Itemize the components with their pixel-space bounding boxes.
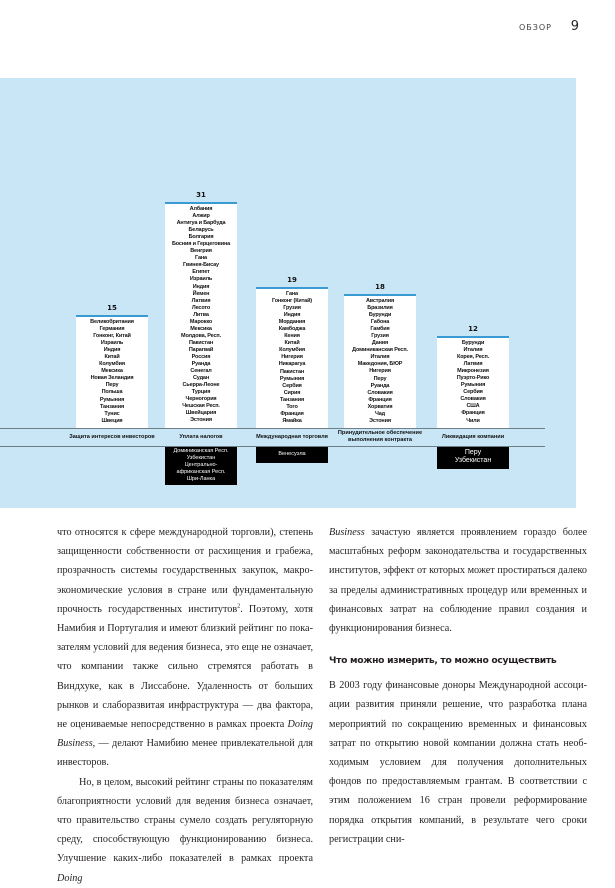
country-item: Словакия: [460, 396, 486, 403]
column-bar: [344, 294, 416, 428]
country-item: Узбекистан: [454, 457, 492, 464]
country-item: Камбоджа: [278, 326, 306, 333]
column-count-label: 15: [107, 304, 117, 312]
country-item: Италия: [463, 347, 483, 354]
worsened-countries-box: [256, 447, 328, 463]
worsened-countries-box: [437, 447, 509, 469]
category-label: Ликвидация компании: [441, 434, 505, 440]
baseline-top: [0, 428, 545, 429]
country-item: Израиль: [100, 340, 124, 347]
country-item: Лесото: [191, 304, 211, 311]
country-item: Корея, Респ.: [456, 354, 490, 361]
country-item: США: [466, 403, 480, 410]
country-item: Колумбия: [99, 361, 125, 368]
country-item: Габона: [370, 319, 390, 326]
worsened-countries-box: [165, 447, 237, 485]
country-item: Босния и Герцеговина: [171, 241, 231, 248]
country-item: Пакистан: [279, 368, 305, 375]
country-item: Сербия: [282, 382, 302, 389]
country-item: Алжир: [192, 213, 210, 220]
country-item: Парагвай: [188, 346, 214, 353]
country-item: Румыния: [99, 396, 125, 403]
country-item: Польша: [101, 389, 123, 396]
country-item: Бурунди: [368, 312, 392, 319]
country-item: Венесуэла: [278, 451, 306, 457]
country-item: Гонконг (Китай): [272, 298, 312, 305]
country-item: Дания: [371, 340, 389, 347]
country-item: Кения: [284, 333, 300, 340]
left-text-column: [57, 523, 313, 888]
country-item: Албания: [189, 206, 213, 212]
country-item: Румыния: [279, 375, 305, 382]
country-item: Беларусь: [188, 227, 214, 234]
country-item: Индия: [192, 283, 210, 290]
country-item: Австралия: [365, 298, 395, 304]
page-number: 9: [570, 19, 579, 34]
country-item: Перу: [373, 375, 387, 382]
country-item: Чили: [466, 417, 480, 424]
country-item: Индия: [103, 347, 121, 354]
country-item: Грузия: [371, 333, 389, 340]
column-count-label: 18: [375, 283, 385, 291]
country-item: Того: [286, 403, 298, 410]
country-item: Никарагуа: [278, 361, 306, 368]
country-item: Франция: [461, 410, 485, 417]
country-item: Хорватия: [367, 403, 393, 410]
category-label-line: Принудительное обеспечение: [337, 430, 423, 436]
country-item: Молдова, Респ.: [181, 332, 221, 339]
country-item: Словакия: [367, 389, 393, 396]
country-item: Китай: [104, 354, 120, 361]
country-item: Швейцария: [185, 410, 217, 417]
country-item: Германия: [99, 326, 125, 333]
country-item: Латвия: [463, 361, 483, 368]
country-item: Гонконг, Китай: [93, 333, 131, 340]
country-item: Латвия: [191, 297, 211, 304]
country-item: Гамбия: [370, 326, 390, 333]
country-item: Мексика: [190, 325, 212, 332]
country-item: Бурунди: [461, 340, 485, 346]
country-item: Швеция: [101, 417, 123, 424]
country-item: Колумбия: [279, 347, 305, 354]
country-item: Руанда: [191, 361, 211, 368]
country-item: Доминиканская Респ.: [173, 448, 229, 454]
country-item: Италия: [370, 354, 390, 361]
category-label-line: выполнения контракта: [348, 436, 412, 443]
country-item: Доминиканская Респ.: [352, 347, 408, 354]
country-item: Египет: [192, 269, 210, 276]
country-item: Эстония: [190, 417, 212, 424]
country-item: Израиль: [189, 276, 213, 283]
country-item: Ямайка: [282, 417, 302, 424]
country-item: Узбекистан: [186, 455, 216, 461]
paragraph: В 2003 году финансовые доноры Международной ассоциации развития приняли решение, что разработка плана мероприятий по сокращению временных и финансовых затрат по открытию новой компании должна стать необходимым условием для получения дополнительных фондов по предоставляемым грантам. В соответствии с этим положением 16 стран провели реформирование порядка открытия компаний, в результате чего сроки регистрации сни-: [329, 680, 587, 845]
country-item: Мексика: [101, 368, 123, 375]
running-head: ОБЗОР: [518, 23, 552, 32]
country-item: Гана: [286, 291, 298, 297]
category-label: Уплата налогов: [179, 434, 223, 440]
country-item: Румыния: [460, 382, 486, 389]
country-item: Грузия: [283, 305, 301, 312]
country-item: Новая Зеландия: [90, 375, 134, 382]
country-item: Бразилия: [367, 305, 393, 312]
column-bar: [76, 315, 148, 428]
country-item: Болгария: [188, 234, 214, 241]
country-item: Индия: [283, 312, 301, 319]
country-item: Литва: [193, 311, 209, 318]
column-bar: [256, 287, 328, 428]
country-item: Антигуа и Барбуда: [176, 220, 226, 227]
country-item: Перу: [105, 382, 119, 389]
country-item: Пуэрто-Рико: [456, 375, 490, 382]
country-item: Россия: [191, 353, 211, 360]
paragraph: Business зачастую является проявлением гораздо более масштабных реформ законодательства и государственных институтов, эффект от которых может простираться далеко за пределы административных процедур или временных и финансовых затрат на соблюдение правил создания и функционирования бизнеса.: [329, 527, 587, 635]
country-item: Сьерра-Леоне: [182, 382, 220, 389]
country-item: Сенегал: [190, 368, 212, 375]
column-bar: [437, 336, 509, 428]
country-item: африканская Респ.: [176, 469, 226, 475]
country-item: Центрально-: [184, 462, 218, 468]
country-item: Великобритания: [90, 319, 134, 325]
category-label: Защита интересов инвесторов: [69, 434, 155, 440]
column-bar: [165, 202, 237, 428]
country-item: Сербия: [463, 389, 483, 396]
country-item: Мордания: [278, 319, 306, 326]
country-item: Китай: [284, 340, 300, 347]
column-count-label: 12: [468, 325, 478, 333]
country-item: Судан: [192, 375, 210, 382]
right-text-column: [329, 523, 587, 849]
country-item: Шри-Ланка: [186, 476, 216, 482]
country-item: Нигерия: [281, 354, 303, 361]
country-item: Чад: [375, 410, 385, 417]
country-item: Турция: [191, 389, 211, 396]
column-count-label: 19: [287, 276, 297, 284]
country-item: Чешская Респ.: [182, 403, 220, 410]
country-item: Эстония: [369, 417, 391, 424]
country-item: Гана: [195, 255, 207, 262]
paragraph: Но, в целом, высокий рейтинг страны по показателям благоприятности условий для ведения бизнеса означает, что правительство страны сумело создать регуляторную среду, способствующую функционированию бизнеса. Улучшение каких-либо показателей в рамках проекта Doing: [57, 776, 313, 884]
country-item: Сирия: [283, 389, 301, 396]
country-item: Гвинея-Бисау: [183, 262, 219, 269]
country-item: Франция: [368, 396, 392, 403]
section-heading: Что можно измерить, то можно осуществить: [329, 655, 557, 667]
country-item: Македония, БЮР: [357, 361, 403, 368]
country-item: Венгрия: [190, 248, 212, 255]
category-label: Международная торговля: [256, 434, 328, 440]
country-item: Франция: [280, 410, 304, 417]
country-item: Перу: [464, 449, 482, 456]
footnote-ref[interactable]: 2: [237, 603, 241, 610]
paragraph: что относятся к сфере международной торговли), степень защищенности собственности от расхищения и грабежа, прозрачность системы государственных закупок, макроэкономические условия в стране или фундаментальную прочность государственных институтов$^2$. Поэтому, хотя Намибия и Португалия и имеют близкий рейтинг по показателям условий для ведения бизнеса, это еще не означает, что компании также сильно стремятся работать в Виндхуке, как в Лиссабоне. Удаленность от больших рынков и слаборазвитая инфраструктура — два фактора, не оцениваемые непосредственно в рамках проекта Doing Business, — делают Намибию менее привлекательной для инвесторов.: [57, 527, 313, 769]
country-item: Йемен: [192, 290, 210, 297]
country-item: Черногория: [185, 396, 217, 403]
country-item: Пакистан: [188, 339, 214, 346]
country-item: Танзания: [99, 403, 125, 410]
country-item: Танзания: [279, 396, 305, 403]
baseline-bottom: [0, 446, 545, 447]
country-item: Тунис: [104, 410, 120, 417]
country-item: Руанда: [370, 382, 390, 389]
country-item: Марокко: [189, 318, 213, 325]
country-item: Микронезия: [457, 368, 489, 375]
column-count-label: 31: [196, 191, 206, 199]
country-item: Нигерия: [369, 368, 391, 375]
